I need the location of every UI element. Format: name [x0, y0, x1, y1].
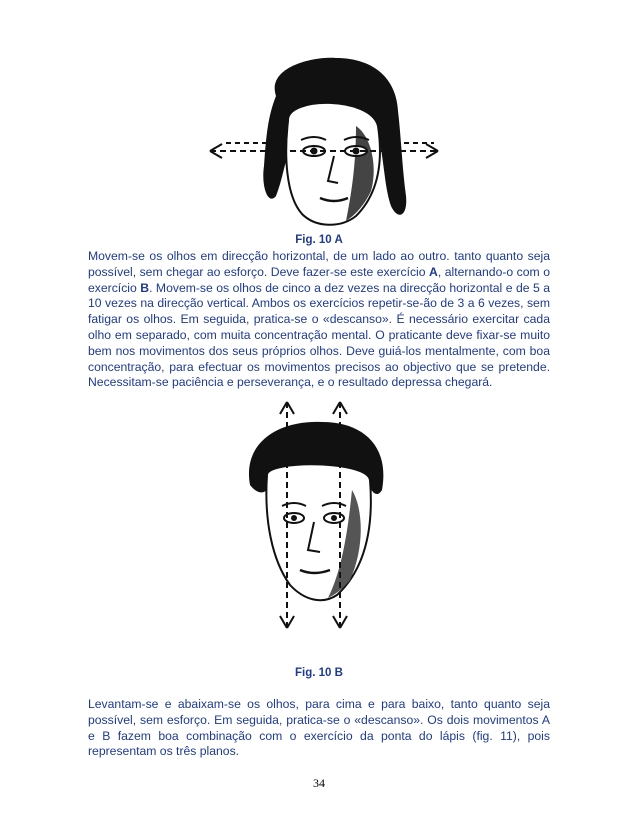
bold-run: B: [140, 280, 150, 295]
text-run: , alternando-o com o exercício: [88, 264, 550, 295]
bold-run: A: [429, 264, 438, 279]
figure-10b-caption: Fig. 10 B: [295, 667, 343, 679]
figure-10a-caption: Fig. 10 A: [295, 234, 343, 246]
text-run: . Movem-se os olhos de cinco a dez vezes na direcção horizontal e de 5 a 10 vezes na direcção vertical. Ambos os exercícios repetir-se-ão de 3 a 6 vezes, sem fatigar os olhos. Em seguida, pratica-se o «descanso». É necessário exercitar cada olho em separado, com muita concentração mental. O praticante deve fixar-se muito bem nos movimentos dos seus próprios olhos. Deve guiá-los mentalmente, com boa concentração, para efectuar os movimentos precisos ao objectivo que se pretende. Necessitam-se paciência e perseverança, e o resultado depressa chegará.: [88, 280, 551, 390]
figure-10a-illustration: [206, 56, 446, 228]
paragraph-1: [88, 249, 550, 391]
figure-10b-illustration: [242, 400, 392, 630]
paragraph-2: [88, 697, 550, 760]
text-run: Movem-se os olhos em direcção horizontal, de um lado ao outro. tanto quanto seja possível, sem chegar ao esforço. Deve fazer-se este exercício: [88, 249, 550, 279]
page-number: 34: [313, 776, 325, 790]
text-run: Levantam-se e abaixam-se os olhos, para cima e para baixo, tanto quanto seja possível, sem esforço. Em seguida, pratica-se o «descanso». Os dois movimentos A e B fazem boa combinação com o exercício da ponta do lápis (fig. 11), pois representam os três planos.: [88, 697, 550, 759]
